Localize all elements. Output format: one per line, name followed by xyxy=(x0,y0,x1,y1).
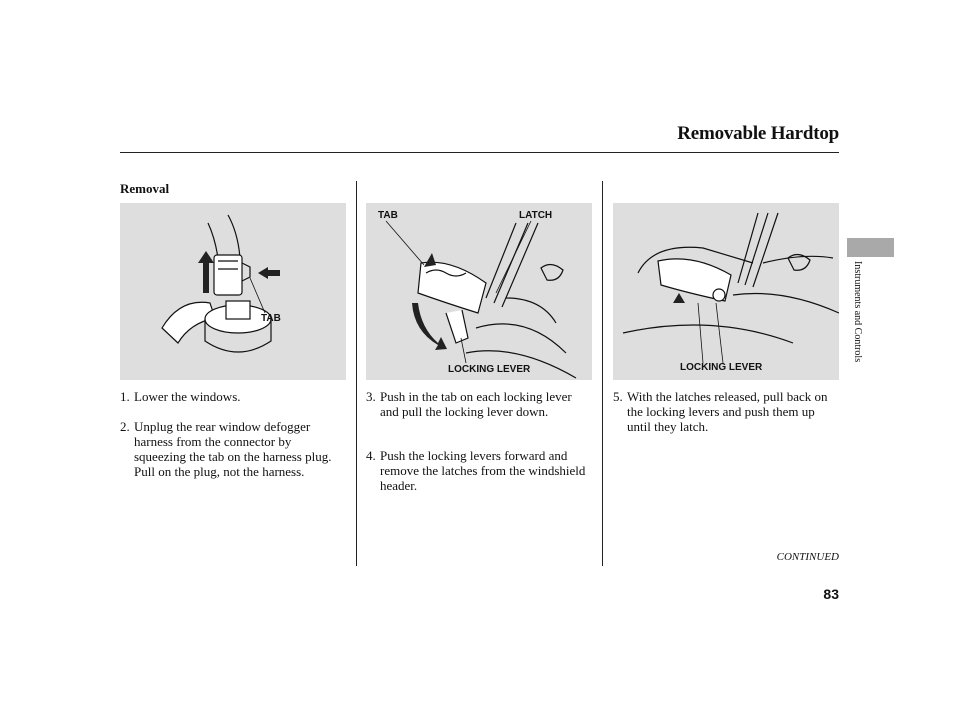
step-number: 3. xyxy=(366,389,376,404)
latched-lever-illustration xyxy=(613,203,839,380)
title-rule xyxy=(120,152,839,153)
step-4 xyxy=(366,448,588,493)
step-3 xyxy=(366,389,588,419)
step-text: Lower the windows. xyxy=(134,389,241,404)
figure-harness-plug xyxy=(120,203,346,380)
figure-locking-lever-latched xyxy=(613,203,839,380)
step-number: 2. xyxy=(120,419,130,434)
step-text: Push the locking levers forward and remove the latches from the windshield header. xyxy=(380,448,586,493)
label-locking-lever: LOCKING LEVER xyxy=(448,364,531,375)
step-number: 4. xyxy=(366,448,376,463)
step-text: With the latches released, pull back on the locking levers and push them up until they latch. xyxy=(627,389,828,434)
continued-label: CONTINUED xyxy=(776,551,839,563)
step-2 xyxy=(120,419,342,479)
chapter-tab xyxy=(847,238,894,257)
step-5 xyxy=(613,389,835,434)
column-divider-2 xyxy=(602,181,603,566)
figure-locking-lever-release xyxy=(366,203,592,380)
label-tab: TAB xyxy=(378,210,398,221)
page-number: 83 xyxy=(823,586,839,602)
label-latch: LATCH xyxy=(519,210,553,221)
label-locking-lever: LOCKING LEVER xyxy=(680,362,763,373)
step-number: 1. xyxy=(120,389,130,404)
locking-lever-illustration xyxy=(366,203,592,380)
chapter-label: Instruments and Controls xyxy=(852,261,863,363)
harness-plug-illustration xyxy=(120,203,346,380)
step-text: Push in the tab on each locking lever and pull the locking lever down. xyxy=(380,389,572,419)
step-number: 5. xyxy=(613,389,623,404)
step-text: Unplug the rear window defogger harness from the connector by squeezing the tab on the harness plug. Pull on the plug, not the harness. xyxy=(134,419,332,479)
page-title: Removable Hardtop xyxy=(677,123,839,144)
column-divider-1 xyxy=(356,181,357,566)
label-tab: TAB xyxy=(261,313,281,324)
section-heading: Removal xyxy=(120,181,170,196)
step-1 xyxy=(120,389,345,404)
